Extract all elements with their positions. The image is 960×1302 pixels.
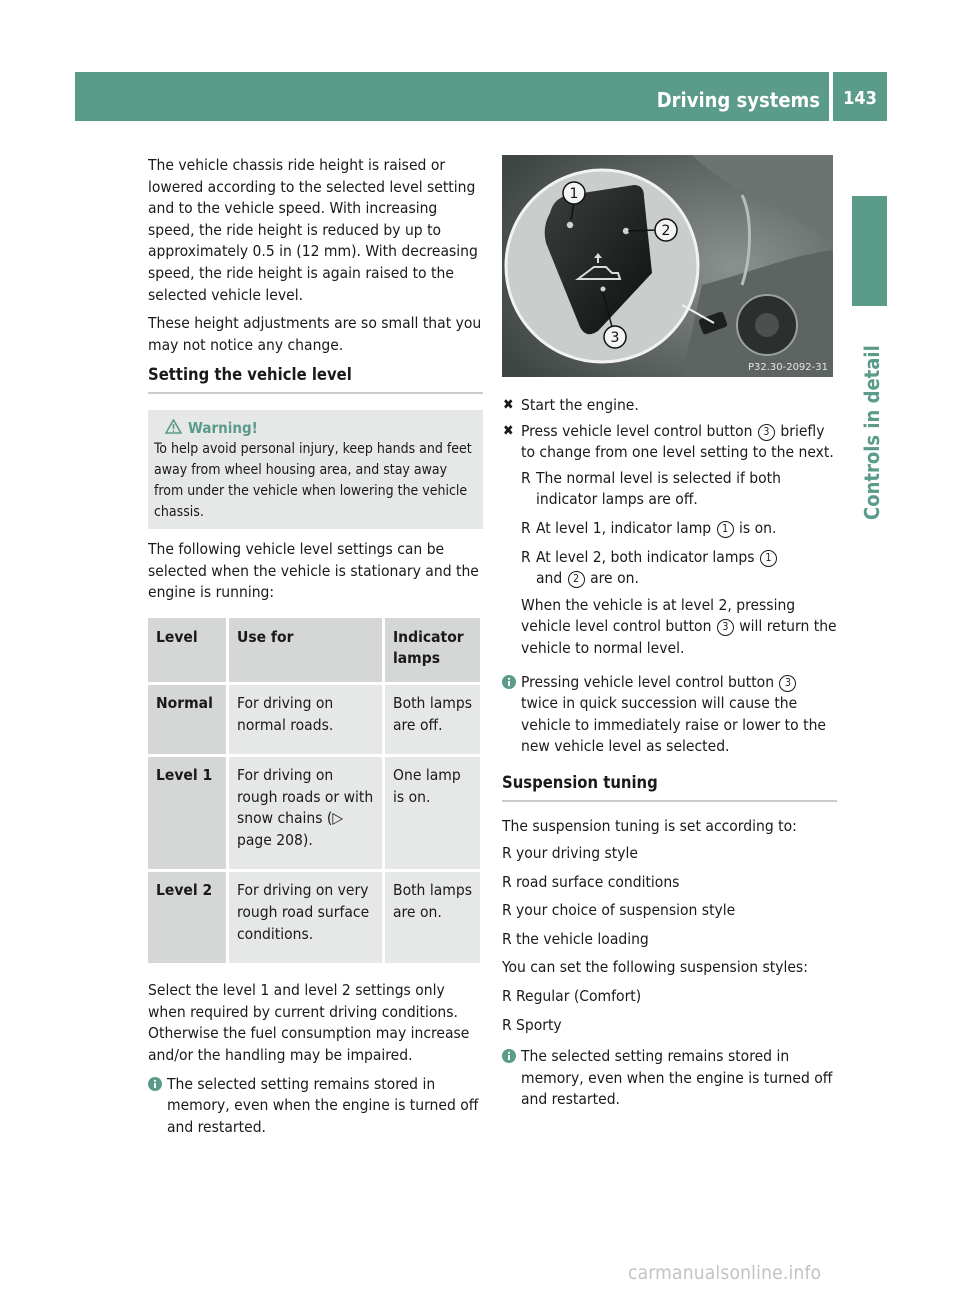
table-row: [148, 757, 480, 872]
step-marker-icon: ✖: [503, 422, 514, 439]
result-normal-level: R The normal level is selected if both indicator lamps are off.: [521, 468, 781, 509]
table-header-use-for: Use for: [229, 618, 385, 685]
info-note-double-press: [502, 672, 837, 758]
bullet-text: are on.: [590, 569, 639, 588]
callout-3: 3: [610, 330, 620, 346]
watermark: carmanualsonline.info: [628, 1262, 822, 1284]
warning-heading: [154, 418, 477, 439]
list-item-text: road surface conditions: [516, 872, 680, 891]
level-settings-table: [148, 618, 480, 967]
callout-ref-1: 1: [717, 521, 734, 538]
table-cell-use: For driving on rough roads or with snow chains (▷ page 208).: [229, 757, 385, 872]
page-section-title: Driving systems: [656, 88, 820, 112]
step-press-button: [502, 421, 837, 464]
list-item: R your choice of suspension style: [502, 901, 736, 920]
bullet-text: is on.: [739, 518, 777, 537]
table-cell-use: For driving on very rough road surface conditions.: [229, 872, 385, 966]
right-column: [502, 155, 837, 1111]
list-item: R your driving style: [502, 844, 638, 863]
table-cell-use: For driving on normal roads.: [229, 685, 385, 757]
intro-paragraph: The vehicle chassis ride height is raised or lowered according to the selected level setting and to the vehicle speed. With increasing speed, the ride height is reduced by up to approximately 0.5 in (12 mm). With decreasing speed, the ride height is again raised to the selected vehicle level.: [148, 156, 478, 304]
step-text: Press vehicle level control button: [521, 421, 753, 440]
info-icon: [148, 1077, 162, 1091]
header-separator: [829, 72, 833, 121]
info-text: The selected setting remains stored in memory, even when the engine is turned off and restarted.: [167, 1074, 479, 1136]
bullet-text: At level 1, indicator lamp: [536, 518, 712, 537]
warning-box: [148, 410, 483, 529]
table-header-level: Level: [148, 618, 229, 685]
step-start-engine: [502, 395, 837, 417]
callout-2: 2: [661, 223, 671, 239]
table-cell-level: Level 2: [148, 872, 229, 966]
callout-ref-3: 3: [758, 424, 775, 441]
styles-intro: You can set the following suspension styles:: [502, 958, 808, 977]
console-illustration: [502, 155, 833, 377]
table-header-indicator-lamps: Indicator lamps: [385, 618, 480, 685]
table-row: [148, 872, 480, 966]
list-item: R Sporty: [502, 1015, 562, 1034]
table-row: [148, 685, 480, 757]
warning-title: Warning!: [188, 418, 258, 437]
settings-intro: The following vehicle level settings can be selected when the vehicle is stationary and the engine is running:: [148, 539, 479, 602]
level-2-note: [502, 595, 837, 660]
side-tab-label: Controls in detail: [860, 345, 884, 520]
step-text: briefly to change from one level setting to the next.: [521, 421, 834, 462]
bullet-text: The normal level is selected if both indicator lamps are off.: [536, 468, 781, 509]
list-item-text: Regular (Comfort): [516, 987, 642, 1006]
left-column: [148, 155, 483, 1138]
table-cell-level: Level 1: [148, 757, 229, 872]
table-cell-lamps: Both lamps are on.: [385, 872, 480, 966]
section-title-vehicle-level: Setting the vehicle level: [148, 364, 483, 394]
side-tab: [852, 196, 887, 306]
callout-ref-3: 3: [717, 619, 734, 636]
note-text: When the vehicle is at level 2, pressing vehicle level control button: [521, 595, 796, 636]
bullet-text: At level 2, both indicator lamps: [536, 547, 755, 566]
list-item-text: Sporty: [516, 1015, 562, 1034]
tuning-intro: The suspension tuning is set according to:: [502, 816, 797, 835]
vehicle-level-button-photo: [502, 155, 833, 377]
info-icon: [502, 1049, 516, 1063]
table-cell-level: Normal: [148, 685, 229, 757]
list-item-text: the vehicle loading: [516, 929, 649, 948]
result-level-2: R At level 2, both indicator lamps 1 and 2 are on.: [502, 547, 837, 590]
step-marker-icon: ✖: [503, 397, 514, 413]
note-text: will return the vehicle to normal level.: [521, 617, 837, 657]
callout-1: 1: [569, 186, 579, 202]
callout-ref-3: 3: [779, 675, 796, 692]
table-cell-lamps: One lamp is on.: [385, 757, 480, 872]
info-note: [148, 1074, 483, 1139]
page-number: 143: [843, 88, 877, 109]
list-item-text: your choice of suspension style: [516, 901, 736, 920]
info-note-memory: [502, 1046, 837, 1111]
info-text: twice in quick succession will cause the vehicle to immediately raise or lower to the new vehicle level as selected.: [521, 694, 826, 756]
step-text: Start the engine.: [521, 396, 639, 414]
callout-ref-2: 2: [568, 571, 585, 588]
figure-code: P32.30-2092-31: [747, 362, 828, 373]
section-title-suspension-tuning: Suspension tuning: [502, 772, 837, 802]
intro-paragraph-2: These height adjustments are so small that you may not notice any change.: [148, 314, 482, 354]
list-item: R road surface conditions: [502, 872, 680, 891]
list-item: R the vehicle loading: [502, 929, 649, 948]
list-item-text: your driving style: [516, 844, 638, 863]
warning-text: To help avoid personal injury, keep hands and feet away from wheel housing area, and stay away from under the vehicle when lowering the vehicle chassis.: [154, 440, 472, 520]
list-item: R Regular (Comfort): [502, 987, 642, 1006]
info-text: Pressing vehicle level control button: [521, 672, 775, 691]
info-text: The selected setting remains stored in memory, even when the engine is turned off and restarted.: [521, 1047, 833, 1109]
bullet-text: and: [536, 569, 563, 588]
table-cell-lamps: Both lamps are off.: [385, 685, 480, 757]
result-level-1: R At level 1, indicator lamp 1 is on.: [521, 518, 777, 537]
after-table-paragraph: Select the level 1 and level 2 settings only when required by current driving conditions. Otherwise the fuel consumption may increase and/or the handling may be impaired.: [148, 981, 470, 1065]
table-header-row: [148, 618, 480, 685]
callout-ref-1: 1: [760, 550, 777, 567]
warning-triangle-icon: [165, 419, 182, 434]
info-icon: [502, 675, 516, 689]
